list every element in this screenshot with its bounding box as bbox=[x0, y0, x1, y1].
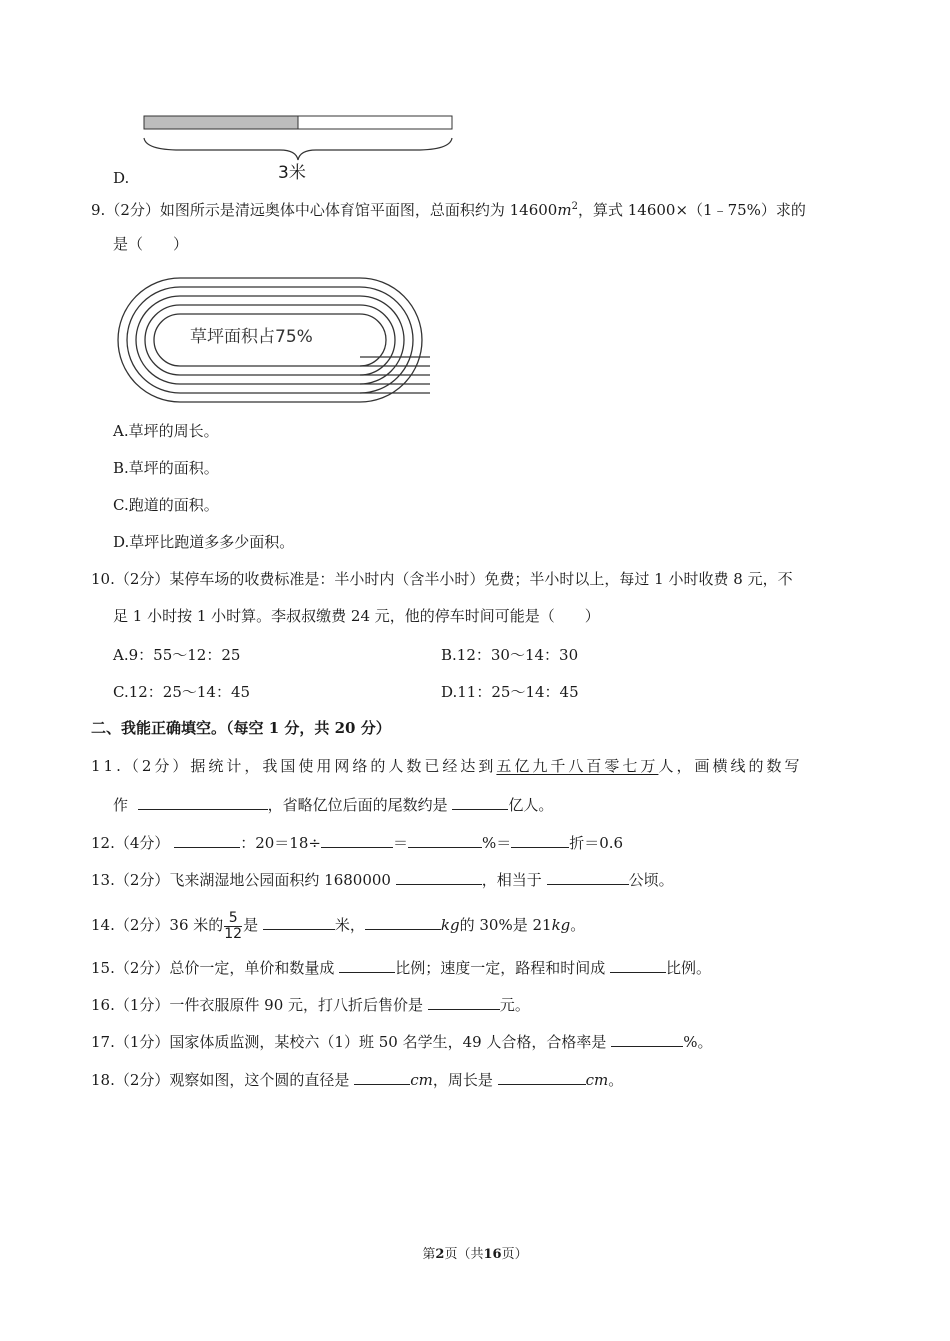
q10-option-d: D.11：25～14：45 bbox=[441, 683, 579, 701]
q9-score: （2分） bbox=[105, 201, 160, 219]
q9-option-d: D.草坪比跑道多多少面积。 bbox=[113, 533, 295, 551]
q9-stem-part2: ，算式 14600×（1﹣75%）求的 bbox=[577, 201, 806, 219]
q15-blank-1[interactable] bbox=[339, 956, 395, 973]
q11-stem-line1: 11.（2分）据统计，我国使用网络的人数已经达到五亿九千八百零七万人，画横线的数写 bbox=[91, 757, 803, 775]
bar-shaded-part bbox=[144, 116, 298, 129]
q10-option-b: B.12：30～14：30 bbox=[441, 646, 579, 664]
q8-option-d: D. bbox=[113, 169, 130, 187]
q15-blank-2[interactable] bbox=[610, 956, 666, 973]
q9-stem-line1 bbox=[91, 197, 806, 220]
q10-score: （2分） bbox=[114, 570, 170, 588]
q8-bar-label: 3米 bbox=[278, 163, 306, 183]
q12-blank-2[interactable] bbox=[321, 831, 393, 848]
q14-blank-1[interactable] bbox=[263, 913, 335, 930]
q9-figure-label: 草坪面积占75% bbox=[190, 327, 313, 347]
bar-brace bbox=[144, 138, 452, 160]
q18-blank-2[interactable] bbox=[498, 1068, 586, 1085]
q9-stem-sup: 2 bbox=[571, 201, 578, 212]
page-footer: 第2页（共16页） bbox=[422, 1247, 528, 1262]
q14-line: 14.（2分）36 米的 $\frac{5}{12}$ 是 米， kg的 30%是 21kg。 bbox=[91, 909, 586, 942]
q11-blank-2[interactable] bbox=[452, 793, 508, 810]
q16-line: 16.（1分）一件衣服原件 90 元，打八折后售价是 元。 bbox=[91, 993, 530, 1015]
q9-stem-unit: m bbox=[557, 201, 572, 219]
q9-option-c: C.跑道的面积。 bbox=[113, 496, 219, 514]
q18-blank-1[interactable] bbox=[354, 1068, 410, 1085]
q9-option-b: B.草坪的面积。 bbox=[113, 459, 219, 477]
footer-total-pages: 16 bbox=[483, 1247, 502, 1262]
q10-stem-line1: 10.（2分）某停车场的收费标准是：半小时内（含半小时）免费；半小时以上，每过 1 小时收费 8 元，不 bbox=[91, 570, 793, 588]
q15-line: 15.（2分）总价一定，单价和数量成 比例；速度一定，路程和时间成 比例。 bbox=[91, 956, 711, 978]
q14-blank-2[interactable] bbox=[365, 913, 441, 930]
q12-line: 12.（4分） ：20＝18÷ ＝ %＝ 折＝0.6 bbox=[91, 831, 623, 853]
q13-blank-1[interactable] bbox=[396, 868, 482, 885]
q12-blank-1[interactable] bbox=[174, 831, 240, 848]
q10-option-a: A.9：55～12：25 bbox=[113, 646, 241, 664]
q11-blank-1[interactable] bbox=[138, 793, 268, 810]
q9-option-a: A.草坪的周长。 bbox=[113, 422, 219, 440]
section2-title: 二、我能正确填空。（每空 1 分，共 20 分） bbox=[91, 719, 391, 737]
bar-empty-part bbox=[298, 116, 452, 129]
q13-line: 13.（2分）飞来湖湿地公园面积约 1680000 ，相当于 公顷。 bbox=[91, 868, 674, 890]
q10-number: 10. bbox=[91, 570, 115, 588]
q12-blank-4[interactable] bbox=[511, 831, 569, 848]
q13-blank-2[interactable] bbox=[547, 868, 629, 885]
q9-number: 9. bbox=[91, 201, 106, 219]
q17-blank-1[interactable] bbox=[611, 1030, 683, 1047]
q10-stem-line2: 足 1 小时按 1 小时算。李叔叔缴费 24 元，他的停车时间可能是（ ） bbox=[113, 607, 600, 625]
q11-stem-line2: 作 ，省略亿位后面的尾数约是 亿人。 bbox=[113, 793, 553, 815]
q9-stem-part1: 如图所示是清远奥体中心体育馆平面图，总面积约为 14600 bbox=[159, 201, 558, 219]
q16-blank-1[interactable] bbox=[428, 993, 500, 1010]
q11-underlined-number: 五亿九千八百零七万 bbox=[496, 757, 659, 775]
q17-line: 17.（1分）国家体质监测，某校六（1）班 50 名学生，49 人合格，合格率是 %。 bbox=[91, 1030, 712, 1052]
footer-page-number: 2 bbox=[435, 1247, 445, 1262]
q14-fraction: $\frac{5}{12}$ bbox=[224, 909, 243, 942]
q9-stem-line2: 是（ ） bbox=[113, 235, 189, 253]
q18-line: 18.（2分）观察如图，这个圆的直径是 cm，周长是 cm。 bbox=[91, 1068, 623, 1090]
q10-option-c: C.12：25～14：45 bbox=[113, 683, 251, 701]
q12-blank-3[interactable] bbox=[408, 831, 482, 848]
